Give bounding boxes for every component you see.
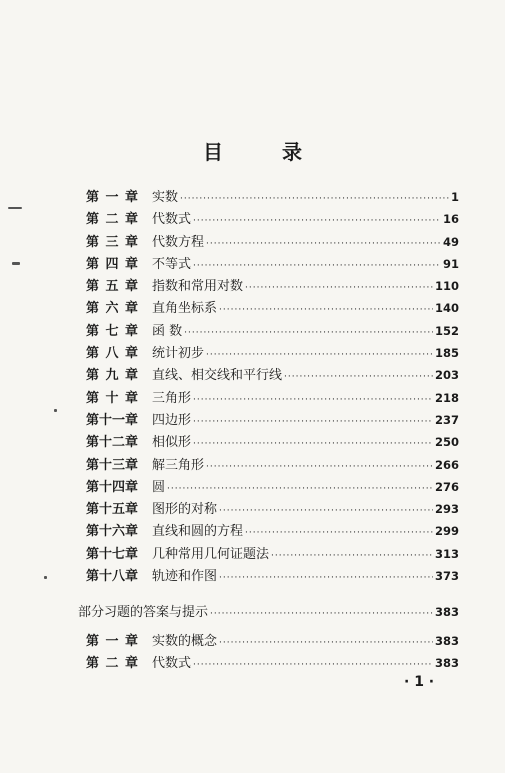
chapter-number: 第十七章 [86,546,139,562]
toc-entry [86,186,459,208]
leader-dots [219,500,433,522]
chapter-number: 第 三 章 [86,234,140,250]
leader-dots [210,603,433,625]
chapter-number: 第 六 章 [86,301,140,317]
chapter-title: 直线、相交线和平行线 [152,368,283,384]
toc-entry [86,387,459,409]
answers-list [86,630,459,675]
leader-dots [219,632,433,654]
chapter-number: 第十八章 [86,569,139,585]
toc-entry [86,297,459,319]
page-ref: 237 [434,412,459,427]
chapter-title: 实数的概念 [152,633,218,649]
page-number: · 1 · [404,674,435,690]
chapter-title: 相似形 [152,435,192,451]
page-ref: 383 [434,633,459,648]
chapter-number: 第十二章 [86,435,139,451]
chapter-title: 几种常用几何证题法 [152,546,270,562]
toc-entry [86,364,459,386]
toc-entry [86,320,459,342]
toc-entry [86,342,459,364]
toc-entry [86,275,459,297]
chapter-title: 轨迹和作图 [152,569,218,585]
leader-dots [180,188,449,210]
page-ref: 250 [434,435,459,450]
leader-dots [193,433,433,455]
leader-dots [193,654,433,676]
chapter-list [86,186,459,587]
page-ref: 91 [442,256,459,271]
toc-entry [86,652,459,674]
leader-dots [193,210,441,232]
chapter-title: 函 数 [152,323,183,339]
appendix-name: 部分习题的答案与提示 [78,605,209,621]
page-ref: 152 [434,323,459,338]
leader-dots [284,366,433,388]
page-ref: 293 [434,502,459,517]
leader-dots [167,478,433,500]
chapter-title: 三角形 [152,390,192,406]
toc-entry [86,253,459,275]
page-ref: 203 [434,368,459,383]
chapter-title: 圆 [152,479,166,495]
page-ref: 266 [434,457,459,472]
chapter-title: 实数 [152,190,179,205]
chapter-title: 不等式 [152,256,192,272]
page-ref: 110 [434,279,459,294]
page-ref: 49 [442,234,459,249]
page-ref: 185 [434,346,459,361]
appendix-entry [78,601,459,623]
toc-entry [86,208,459,230]
section-gap [86,587,459,601]
chapter-number: 第 十 章 [86,390,140,406]
table-of-contents [78,186,459,674]
leader-dots [245,277,433,299]
toc-entry [86,409,459,431]
chapter-number: 第十五章 [86,502,139,518]
chapter-title: 图形的对称 [152,502,218,518]
scan-speck [12,262,20,265]
chapter-number: 第十六章 [86,524,139,540]
leader-dots [245,522,433,544]
leader-dots [206,233,441,255]
leader-dots [271,545,433,567]
scan-speck [8,207,22,209]
toc-entry [86,454,459,476]
toc-entry [86,231,459,253]
chapter-title: 统计初步 [152,346,205,362]
scan-speck [54,409,57,412]
chapter-number: 第十一章 [86,412,139,428]
toc-entry [86,476,459,498]
appendix-page: 383 [434,605,459,620]
chapter-number: 第十四章 [86,479,139,495]
toc-entry [86,431,459,453]
page-ref: 313 [434,546,459,561]
page-ref: 140 [434,301,459,316]
page-ref: 1 [450,190,459,204]
leader-dots [193,389,433,411]
chapter-number: 第 四 章 [86,256,140,272]
page-ref: 299 [434,524,459,539]
page-ref: 16 [442,212,459,227]
chapter-number: 第 二 章 [86,655,140,671]
leader-dots [219,299,433,321]
chapter-number: 第 一 章 [86,190,140,205]
leader-dots [193,411,433,433]
leader-dots [184,322,433,344]
chapter-title: 代数方程 [152,234,205,250]
chapter-number: 第 七 章 [86,323,140,339]
chapter-number: 第 一 章 [86,633,140,649]
chapter-title: 解三角形 [152,457,205,473]
page-ref: 373 [434,569,459,584]
page-title: 目 录 [203,140,328,164]
chapter-title: 代数式 [152,655,192,671]
toc-entry [86,520,459,542]
toc-entry [86,543,459,565]
chapter-number: 第 九 章 [86,368,140,384]
leader-dots [219,567,433,589]
leader-dots [206,456,433,478]
chapter-title: 代数式 [152,212,192,228]
scan-speck [44,576,47,579]
chapter-title: 直线和圆的方程 [152,524,244,540]
page-ref: 276 [434,479,459,494]
chapter-title: 指数和常用对数 [152,279,244,295]
page-ref: 218 [434,390,459,405]
leader-dots [193,255,441,277]
chapter-title: 四边形 [152,412,192,428]
toc-entry [86,498,459,520]
chapter-number: 第 二 章 [86,212,140,228]
chapter-number: 第十三章 [86,457,139,473]
toc-entry [86,565,459,587]
chapter-number: 第 五 章 [86,279,140,295]
leader-dots [206,344,433,366]
toc-entry [86,630,459,652]
chapter-title: 直角坐标系 [152,301,218,317]
page-ref: 383 [434,655,459,670]
chapter-number: 第 八 章 [86,346,140,362]
